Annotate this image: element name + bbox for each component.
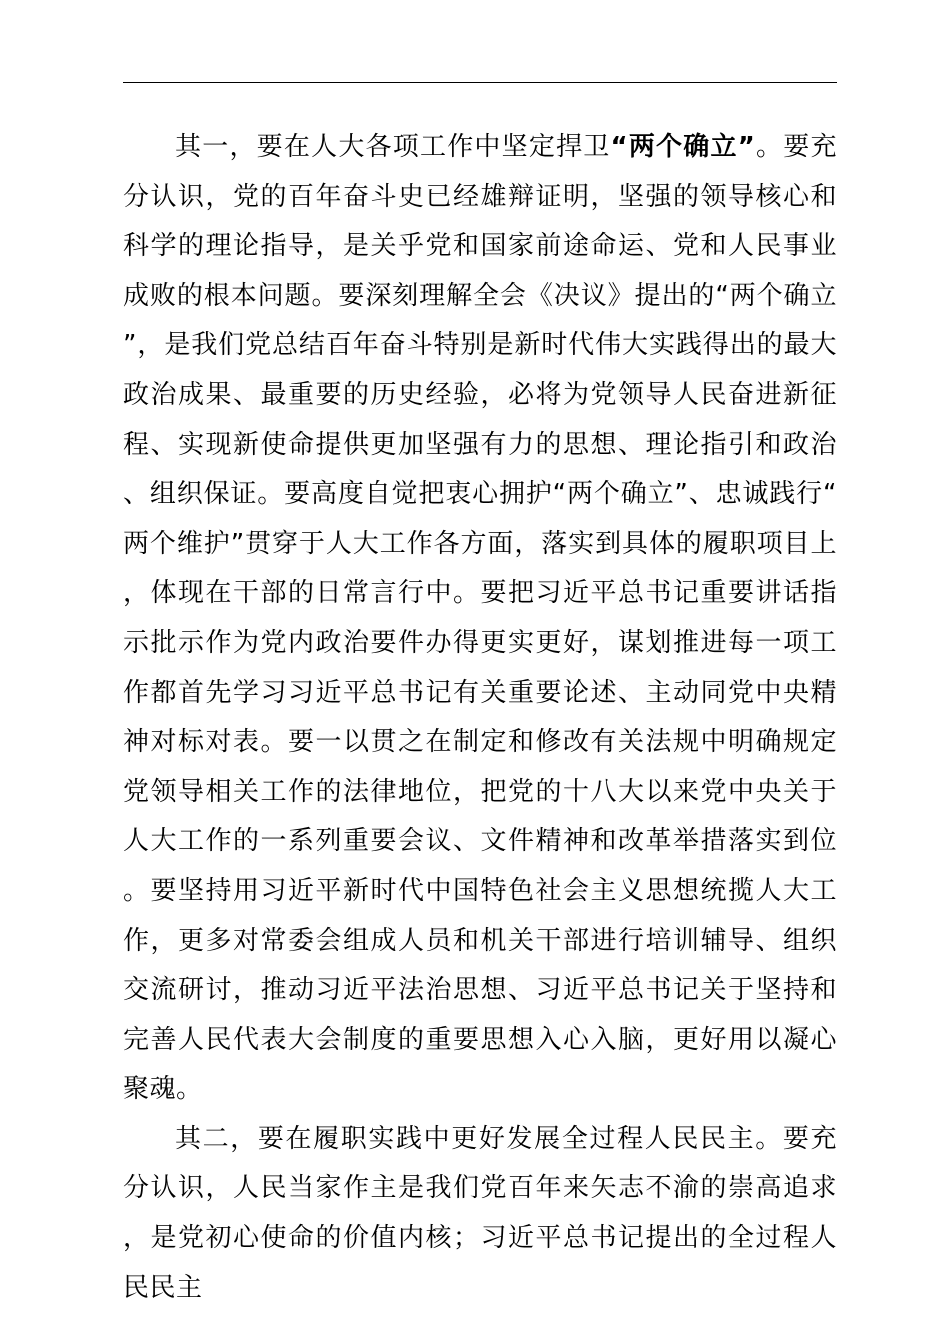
header-rule	[123, 82, 837, 83]
paragraph-2	[123, 1115, 837, 1313]
paragraph-1-text: 。要充分认识，党的百年奋斗史已经雄辩证明，坚强的领导核心和科学的理论指导，是关乎党和国家前途命运、党和人民事业成败的根本问题。要深刻理解全会《决议》提出的“两个确立”，是我们党总结百年奋斗特别是新时代伟大实践得出的最大政治成果、最重要的历史经验，必将为党领导人民奋进新征程、实现新使命提供更加坚强有力的思想、理论指引和政治、组织保证。要高度自觉把衷心拥护“两个确立”、忠诚践行“两个维护”贯穿于人大工作各方面，落实到具体的履职项目上，体现在干部的日常言行中。要把习近平总书记重要讲话指示批示作为党内政治要件办得更实更好，谋划推进每一项工作都首先学习习近平总书记有关重要论述、主动同党中央精神对标对表。要一以贯之在制定和修改有关法规中明确规定党领导相关工作的法律地位，把党的十八大以来党中央关于人大工作的一系列重要会议、文件精神和改革举措落实到位。要坚持用习近平新时代中国特色社会主义思想统揽人大工作，更多对常委会组成人员和机关干部进行培训辅导、组织交流研讨，推动习近平法治思想、习近平总书记关于坚持和完善人民代表大会制度的重要思想入心入脑，更好用以凝心聚魂。	[123, 132, 837, 1105]
paragraph-1-prefix: 其一，要在人大各项工作中坚定捍卫	[175, 132, 611, 162]
paragraph-1	[123, 123, 837, 1115]
body-text	[123, 123, 837, 1313]
paragraph-2-text: 其二，要在履职实践中更好发展全过程人民民主。要充分认识，人民当家作主是我们党百年来矢志不渝的崇高追求，是党初心使命的价值内核；习近平总书记提出的全过程人民民主	[123, 1123, 837, 1303]
paragraph-1-quote: “两个确立”	[610, 132, 756, 162]
